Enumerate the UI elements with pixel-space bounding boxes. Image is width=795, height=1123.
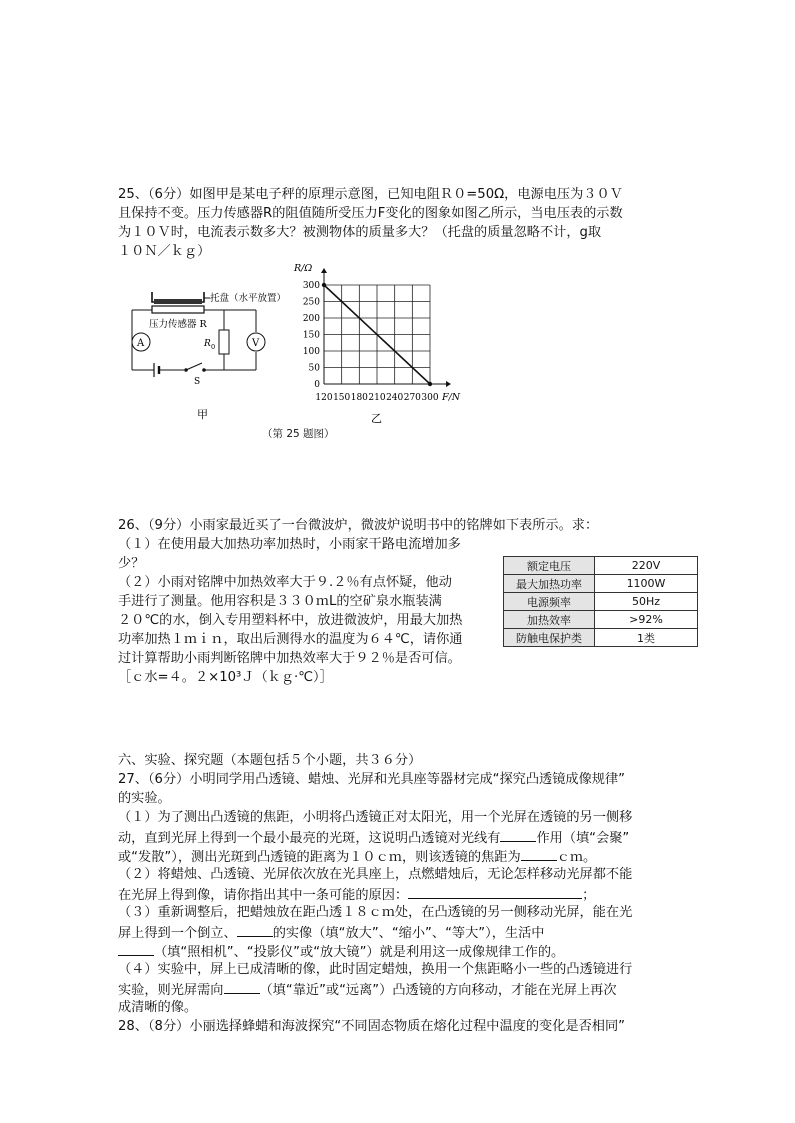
graph-caption: 乙 [371,412,382,425]
spec-key: 电源频率 [504,593,595,611]
table-row [504,611,698,629]
y-tick-label: 150 [302,330,320,341]
q26-line-5: 手进行了测量。他用容积是３３０ｍL的空矿泉水瓶装满 [118,594,442,609]
q26-line-2: （１）在使用最大加热功率加热时，小雨家干路电流增加多 [118,537,461,552]
q27-text: （填“照相机”、“投影仪”或“放大镜”）就是利用这一成像规律工作的。 [154,945,565,960]
answer-blank[interactable] [237,923,273,937]
q27-text: 实验，则光屏需向 [118,983,224,998]
switch-label: S [194,377,201,387]
ammeter-label: A [137,338,145,349]
spec-key: 最大加热功率 [504,575,595,593]
x-tick-label: 120 [315,393,333,403]
sensor-label: 压力传感器 R [149,319,207,330]
q25-line-1: 25、（6分）如图甲是某电子秤的原理示意图，已知电阻Ｒ０=50Ω，电源电压为３０Ｖ [118,187,623,202]
spec-key: 防触电保护类 [504,629,595,647]
q27-text: 作用（填“会聚” [536,831,630,846]
resistance-force-graph [288,258,468,426]
q27-line-4 [118,828,629,848]
table-row [504,593,698,611]
tray-label: 托盘（水平放置） [210,293,287,304]
y-tick-label: 250 [302,297,320,308]
resistor-sub: 0 [211,343,216,351]
data-point [322,283,326,287]
spec-key: 加热效率 [504,611,595,629]
voltmeter-label: V [252,338,260,349]
q27-line-10 [118,942,564,962]
x-axis-label: F/N [442,392,461,403]
answer-blank[interactable] [118,942,154,956]
y-tick-label: 50 [308,363,320,374]
x-tick-label: 180 [350,393,368,403]
q27-line-11: （４）实验中，屏上已成清晰的像，此时固定蜡烛，换用一个焦距略小一些的凸透镜进行 [118,962,633,977]
section-6-heading: 六、实验、探究题（本题包括５个小题，共３６分） [118,753,422,768]
q27-text: 屏上得到一个倒立、 [118,926,237,941]
answer-blank[interactable] [224,980,260,994]
resistor-label: R [204,339,211,349]
q27-text: 或“发散”），测出光斑到凸透镜的距离为１０ｃｍ，则该透镜的焦距为 [118,850,521,865]
table-row [504,575,698,593]
y-tick-label: 100 [302,347,320,357]
q27-line-1: 27、（6分）小明同学用凸透镜、蜡烛、光屏和光具座等器材完成“探究凸透镜成像规律” [118,772,625,787]
spec-value: 220V [595,557,698,575]
data-point [428,382,432,386]
y-tick-label: 300 [302,281,320,291]
spec-value: >92% [595,611,698,629]
table-row [504,629,698,647]
q27-line-12 [118,980,617,1000]
q27-line-6: （２）将蜡烛、凸透镜、光屏依次放在光具座上，点燃蜡烛后，无论怎样移动光屏都不能 [118,867,633,882]
q27-text: ； [582,888,596,903]
y-axis-arrow [321,268,327,273]
answer-blank[interactable] [521,847,557,861]
q26-line-3: 少？ [118,556,145,571]
spec-value: 1类 [595,629,698,647]
q25-line-4: １０Ｎ／ｋｇ） [118,244,211,259]
q27-line-3: （１）为了测出凸透镜的焦距，小明将凸透镜正对太阳光，用一个光屏在透镜的另一侧移 [118,810,633,825]
q27-line-7 [118,885,595,905]
y-tick-label: 0 [314,380,320,390]
answer-blank[interactable] [408,885,582,899]
q26-line-4: （２）小雨对铭牌中加热效率大于９.２％有点怀疑，他动 [118,575,452,590]
x-tick-label: 240 [386,393,404,403]
answer-blank[interactable] [500,828,536,842]
circuit-caption: 甲 [197,408,208,421]
q27-text: （填“靠近”或“远离”）凸透镜的方向移动，才能在光屏上再次 [259,983,617,998]
switch [186,363,202,370]
q26-line-8: 过计算帮助小雨判断铭牌中加热效率大于９２％是否可信。 [118,651,461,666]
q25-line-2: 且保持不变。压力传感器R的阻值随所受压力F变化的图象如图乙所示，当电压表的示数 [118,206,623,221]
table-row [504,557,698,575]
q27-line-9 [118,923,544,943]
q27-text: 在光屏上得到像，请你指出其中一条可能的原因： [118,888,409,903]
q27-text: 的实像（填“放大”、“缩小”、“等大”），生活中 [272,926,545,941]
spec-value: 1100W [595,575,698,593]
q27-line-8: （３）重新调整后，把蜡烛放在距凸透１８ｃｍ处，在凸透镜的另一侧移动光屏，能在光 [118,905,633,920]
y-axis-label: R/Ω [294,263,313,274]
y-tick-label: 200 [302,314,320,324]
q26-line-1: 26、（9分）小雨家最近买了一台微波炉，微波炉说明书中的铭牌如下表所示。求： [118,518,599,533]
q27-line-5 [118,847,596,867]
q27-text: ｃｍ。 [556,850,597,865]
q26-line-6: ２０℃的水，倒入专用塑料杯中，放进微波炉，用最大加热 [118,613,463,628]
pressure-sensor [152,306,204,313]
x-tick-label: 270 [403,393,421,403]
figure-caption: （第 25 题图） [262,428,335,440]
nameplate-table [503,556,698,647]
q26-line-9: ［ｃ水=４。２×10³Ｊ（ｋｇ·℃）］ [118,670,333,685]
q27-line-13: 成清晰的像。 [118,1000,198,1015]
spec-key: 额定电压 [504,557,595,575]
q28-line-1: 28、（8分）小丽选择蜂蜡和海波探究“不同固态物质在熔化过程中温度的变化是否相同” [118,1019,625,1034]
x-tick-label: 300 [421,393,439,403]
resistor-r0 [219,330,229,354]
circuit-diagram [124,282,294,422]
q27-text: 动，直到光屏上得到一个最小最亮的光斑，这说明凸透镜对光线有 [118,831,501,846]
q25-line-3: 为１０Ｖ时，电流表示数多大？被测物体的质量多大？（托盘的质量忽略不计，g取 [118,225,602,240]
x-tick-label: 210 [368,393,386,403]
q27-line-2: 的实验。 [118,791,171,806]
x-tick-label: 150 [333,393,351,403]
spec-value: 50Hz [595,593,698,611]
q26-line-7: 功率加热１ｍｉｎ，取出后测得水的温度为６４℃，请你通 [118,632,463,647]
x-axis-arrow [446,381,451,387]
